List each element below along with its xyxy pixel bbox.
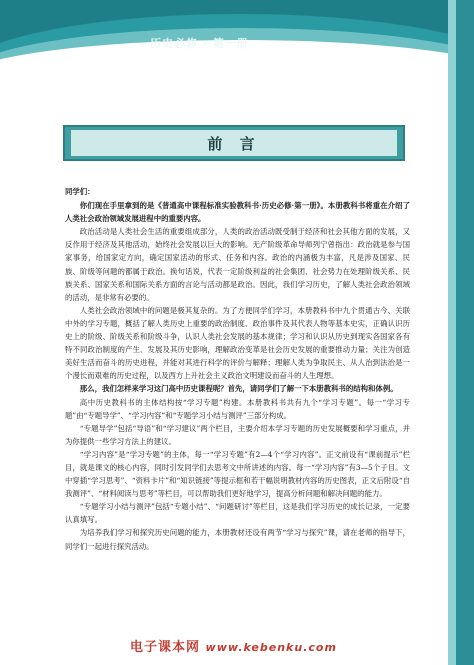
- footer-watermark: [130, 636, 337, 655]
- running-head: 历史必修 · 第一册: [150, 37, 249, 50]
- footer-url[interactable]: www.kebenku.com: [205, 641, 337, 654]
- title-box: [63, 125, 405, 161]
- page-title: 前 言: [71, 130, 397, 156]
- salutation: 同学们：: [65, 187, 95, 196]
- paragraph: 为培养我们学习和探究历史问题的能力，本册教材还设有两节“学习与探究”课，请在老师的指导下，同学们一起进行探究活动。: [65, 528, 410, 551]
- paragraph: 你们现在手里拿到的是《普通高中课程标准实验教科书·历史必修·第一册》。本册教科书将重在介绍了人类社会政治领域发展进程中的重要内容。: [65, 201, 410, 224]
- paragraph: “专题学习小结与测评”包括“专题小结”、“问题研讨”等栏目，这是我们学习历史的成长记录，一定要认真填写。: [65, 502, 410, 525]
- header-band: [0, 0, 474, 62]
- paragraph: “学习内容”是“学习专题”的主体，每一“学习专题”有2—4个“学习内容”。正文前设有“课前提示”栏目，就是课文的核心内容，同时引发同学们去思考文中所讲述的内容。每一“学习内容”有3—5个子目。文中穿插“学习思考”、“资料卡片”和“知识链接”等提示框和若干幅说明教材内容的历史图表，正文后附设“自我测评”、“材料阅读与思考”等栏目，可以帮助我们更好地学习，提高分析问题和解决问题的能力。: [65, 449, 410, 499]
- paragraph: 人类社会政治领域中的问题是极其复杂的。为了方便同学们学习，本册教科书中九个贯通古今、关联中外的学习专题，概括了解人类历史上重要的政治制度、政治事件及其代表人物等基本史实，正确认识历史上的阶级、阶级关系和阶级斗争，认识人类社会发展的基本规律；学习和认识从历史到现实各国家各有特不同政治制度的产生、发展及其历史影响，理解政治变革是社会历史发展的重要推动力量；关注为创造美好生活而奋斗的历史进程，并能对其进行科学的评价与解释；理解人类为争取民主、从人治到法治是一个漫长而艰难的历史过程，以及西方上升社会主义政治文明建设而奋斗的人生理想。: [65, 305, 410, 381]
- paragraph: 政治活动是人类社会生活的重要组成部分，人类的政治活动既受制于经济和社会其他方面的发展，又反作用于经济及其他活动，始终社会发展以巨大的影响。无产阶级革命导师列宁曾指出：政治就是参与国家事务，给国家定方向，确定国家活动的形式、任务和内容。政治的内涵极为丰富，凡是涉及国家、民族、阶级等问题的都属于政治。换句话说，代表一定阶级利益的社会集团、社会势力在处理阶级关系、民族关系、国家关系和国际关系方面的言论与活动都是政治。因此，我们学习历史，了解人类社会政治领域的活动，是非常有必要的。: [65, 227, 410, 302]
- paragraph: 高中历史教科书的主体结构按“学习专题”构建。本册教科书共有九个“学习专题”。每一“学习专题”由“专题导学”、“学习内容”和“专题学习小结与测评”三部分构成。: [65, 397, 410, 420]
- side-decoration: [448, 0, 456, 665]
- paragraph: “专题导学”包括“导语”和“学习建议”两个栏目，主要介绍本学习专题的历史发展概要和学习重点，并为你提供一些学习方法上的建议。: [65, 423, 410, 446]
- footer-site-name: 电子课本网: [130, 640, 201, 655]
- side-decoration: [456, 0, 474, 665]
- paragraph: 那么，我们怎样来学习这门高中历史课程呢？首先，请同学们了解一下本册教科书的结构和体例。: [79, 384, 398, 394]
- body-text: [65, 185, 410, 553]
